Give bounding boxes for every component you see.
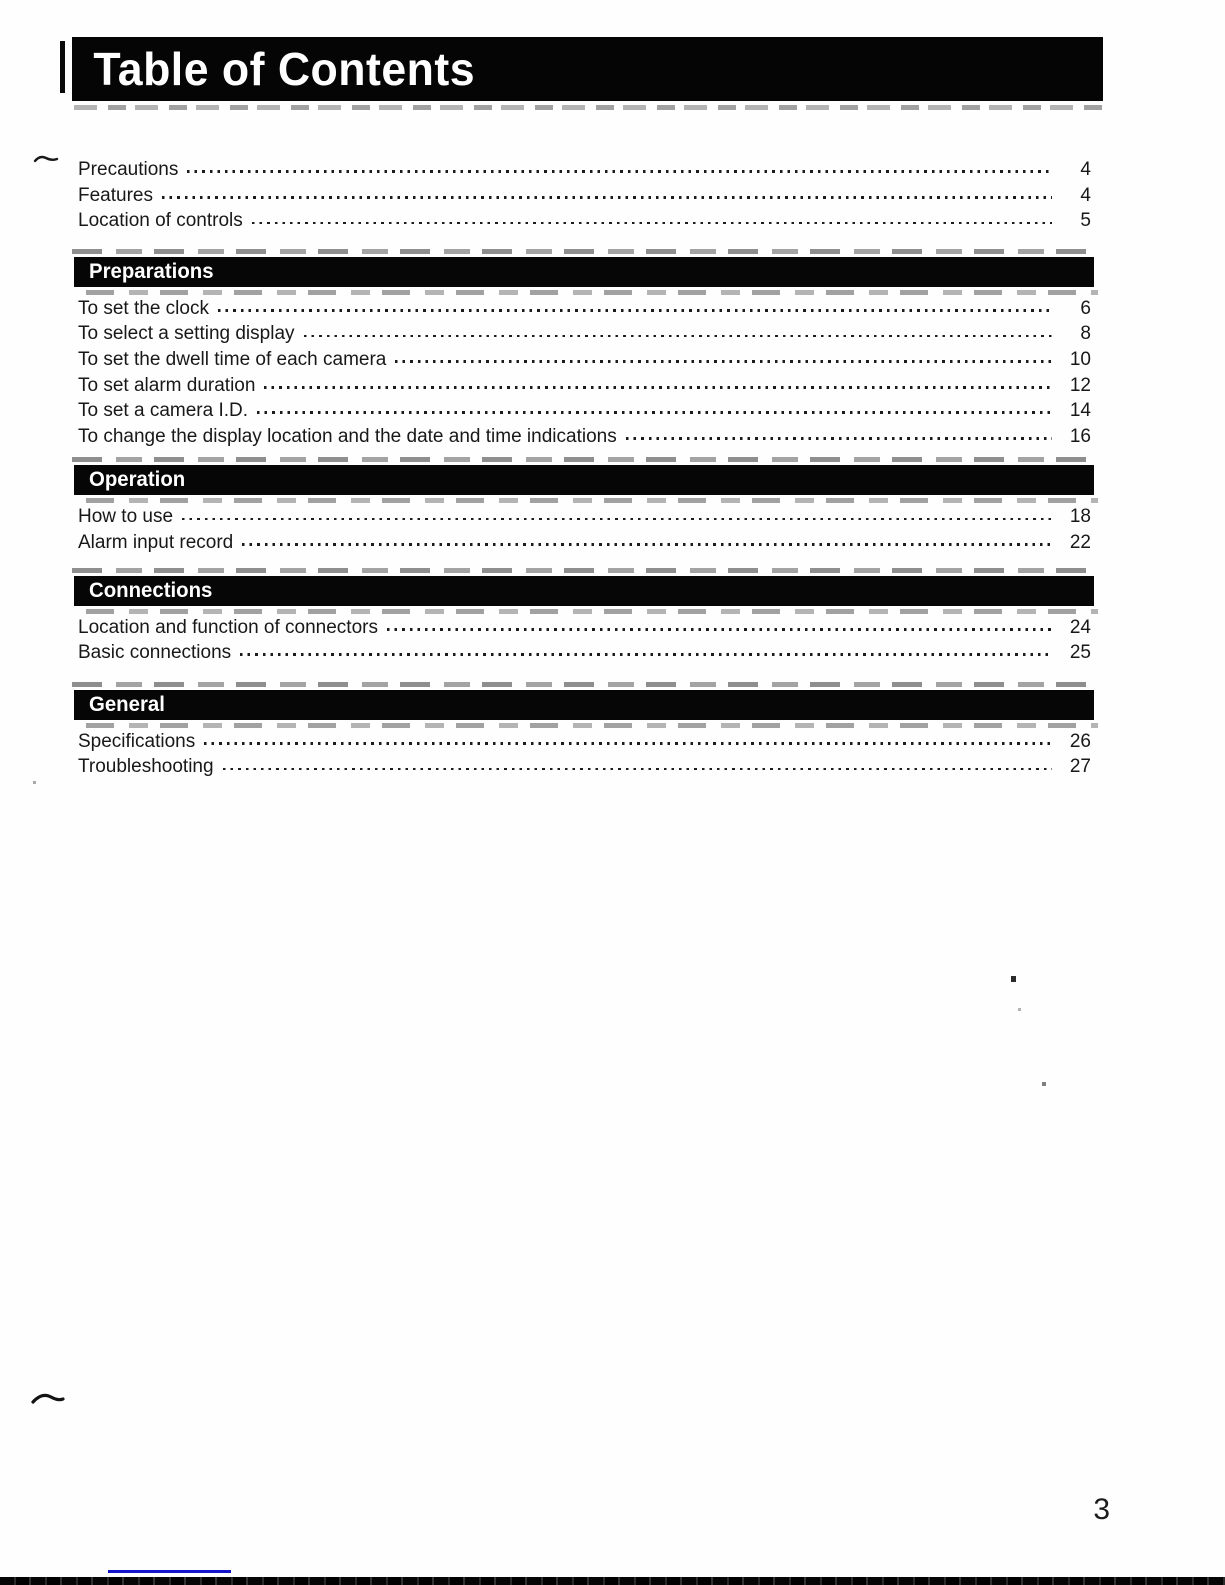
section-items: [78, 503, 1091, 554]
section-heading-label: Preparations: [89, 259, 214, 283]
page-bottom-scan-edge: [0, 1577, 1225, 1585]
toc-entry: [78, 423, 1091, 449]
toc-entry-label: To set a camera I.D.: [78, 400, 249, 422]
dot-leader: [385, 614, 1054, 633]
toc-entry-label: Features: [78, 184, 153, 206]
toc-section-preparations: [78, 257, 1091, 449]
toc-entry-page: 4: [1080, 184, 1091, 206]
toc-entry-page: 26: [1069, 730, 1091, 752]
dot-leader: [202, 728, 1054, 747]
section-heading-general: [74, 690, 1094, 720]
toc-entry: [78, 728, 1091, 754]
dot-leader: [160, 182, 1054, 201]
scan-mark-top-left: [33, 152, 59, 166]
section-heading-label: Operation: [89, 468, 186, 492]
dot-leader: [250, 207, 1054, 226]
section-heading-label: General: [89, 692, 165, 716]
section-heading-label: Connections: [89, 578, 213, 602]
toc-entry-page: 24: [1069, 616, 1091, 638]
toc-entry: [78, 397, 1091, 423]
toc-entry-label: To set the dwell time of each camera: [78, 348, 387, 370]
toc-entry-page: 18: [1069, 506, 1091, 528]
toc-entry-page: 12: [1069, 374, 1091, 396]
toc-entry: [78, 346, 1091, 372]
scan-speck: [1042, 1082, 1046, 1086]
toc-entry-page: 10: [1069, 348, 1091, 370]
toc-entry-label: How to use: [78, 506, 174, 528]
dot-leader: [180, 503, 1054, 522]
scan-speck: [1011, 976, 1016, 982]
scan-speck: [1018, 1008, 1021, 1011]
toc-entry-label: Troubleshooting: [78, 756, 214, 778]
section-items: [78, 614, 1091, 665]
toc-entry-label: To set the clock: [78, 297, 209, 319]
toc-intro-group: [78, 156, 1091, 233]
toc-entry-label: Basic connections: [78, 642, 232, 664]
section-heading-preparations: [74, 257, 1094, 287]
toc-entry: [78, 753, 1091, 779]
table-of-contents: [78, 156, 1091, 779]
toc-section-operation: [78, 465, 1091, 554]
toc-entry-page: 25: [1069, 642, 1091, 664]
toc-entry-page: 5: [1080, 210, 1091, 232]
toc-entry-label: To set alarm duration: [78, 374, 256, 396]
page-title: Table of Contents: [93, 43, 476, 95]
toc-entry-page: 22: [1069, 531, 1091, 553]
toc-entry-label: Precautions: [78, 159, 179, 180]
toc-entry-page: 8: [1080, 323, 1091, 345]
toc-entry: [78, 295, 1091, 321]
toc-entry: [78, 639, 1091, 665]
scan-mark-bottom-left: [30, 1388, 66, 1408]
toc-entry: [78, 614, 1091, 640]
toc-entry-label: To change the display location and the date and time indications: [78, 425, 617, 447]
toc-entry-page: 14: [1069, 400, 1091, 422]
toc-entry: [78, 182, 1091, 208]
dot-leader: [221, 753, 1054, 772]
dot-leader: [262, 372, 1054, 391]
dot-leader: [240, 529, 1054, 548]
toc-entry-page: 6: [1080, 297, 1091, 319]
dot-leader: [238, 639, 1054, 658]
scan-speck: [33, 781, 36, 784]
dot-leader: [255, 397, 1054, 416]
toc-entry: [78, 529, 1091, 555]
toc-entry-label: Alarm input record: [78, 531, 234, 553]
section-heading-connections: [74, 576, 1094, 606]
toc-entry-page: 4: [1080, 159, 1091, 180]
toc-entry-page: 27: [1069, 756, 1091, 778]
toc-entry-label: Location of controls: [78, 210, 243, 232]
section-items: [78, 295, 1091, 449]
toc-entry-page: 16: [1069, 425, 1091, 447]
bottom-blue-line: [108, 1570, 231, 1573]
dot-leader: [185, 156, 1054, 175]
page-number: 3: [1093, 1493, 1110, 1526]
toc-entry: [78, 207, 1091, 233]
section-heading-operation: [74, 465, 1094, 495]
toc-entry: [78, 503, 1091, 529]
dot-leader: [216, 295, 1054, 314]
dot-leader: [302, 320, 1054, 339]
toc-section-connections: [78, 576, 1091, 665]
toc-entry-label: Specifications: [78, 730, 196, 752]
dot-leader: [624, 423, 1054, 442]
toc-section-general: [78, 690, 1091, 779]
toc-entry: [78, 372, 1091, 398]
dot-leader: [393, 346, 1054, 365]
toc-entry: [78, 320, 1091, 346]
page-title-banner: [72, 37, 1103, 101]
toc-entry-label: To select a setting display: [78, 323, 295, 345]
toc-entry: [78, 156, 1091, 182]
section-items: [78, 728, 1091, 779]
toc-entry-label: Location and function of connectors: [78, 616, 378, 638]
